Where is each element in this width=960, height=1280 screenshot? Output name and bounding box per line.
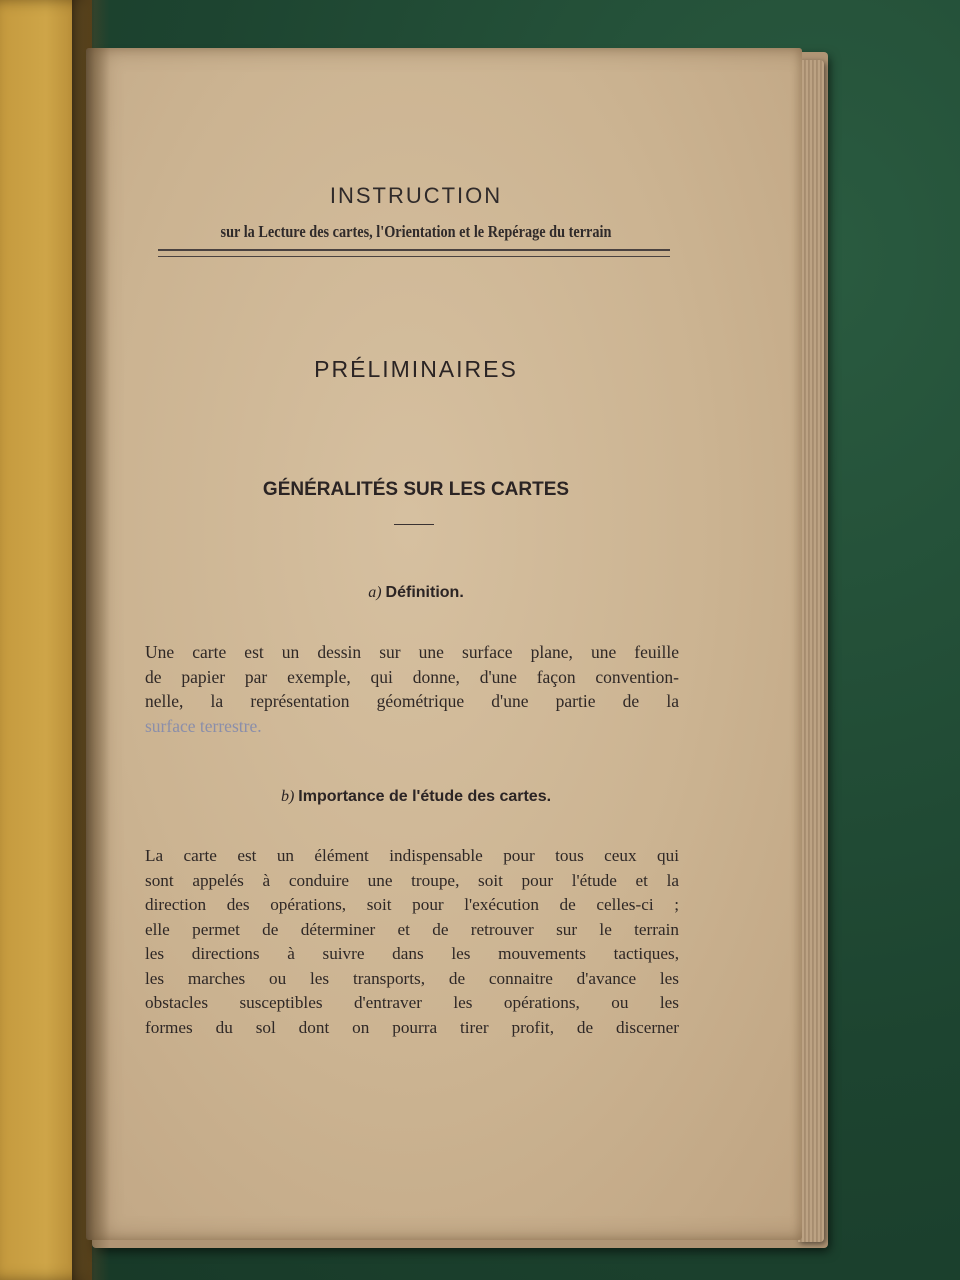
paragraph-importance (145, 844, 679, 1040)
header-double-rule (158, 249, 670, 257)
heading-definition-label: Définition. (385, 584, 464, 601)
paragraph-line: direction des opérations, soit pour l'exécution de celles-ci ; (145, 895, 679, 914)
heading-importance-label: Importance de l'étude des cartes. (298, 788, 552, 805)
heading-importance-letter: b) (280, 788, 295, 805)
paragraph-line: nelle, la représentation géométrique d'une partie de la (145, 691, 679, 711)
paragraph-definition (145, 640, 679, 738)
paragraph-line: les marches ou les transports, de connaitre d'avance les (145, 968, 679, 988)
paragraph-line: formes du sol dont on pourra tirer profit, de discerner (145, 1017, 679, 1037)
running-header-subtitle: sur la Lecture des cartes, l'Orientation et le Repérage du terrain (220, 222, 612, 241)
subsection-title: GÉNÉRALITÉS SUR LES CARTES (262, 479, 570, 500)
paragraph-line: surface terrestre. (145, 715, 262, 736)
paragraph-line: de papier par exemple, qui donne, d'une façon convention- (145, 666, 679, 687)
heading-definition-letter: a) (368, 584, 382, 601)
paragraph-line: les directions à suivre dans les mouvements tactiques, (145, 944, 679, 963)
heading-importance (158, 788, 674, 806)
short-divider-rule (394, 524, 434, 525)
paragraph-line: sont appelés à conduire une troupe, soit pour l'étude et la (145, 870, 679, 890)
running-header-title: INSTRUCTION (329, 183, 503, 208)
paragraph-line: La carte est un élément indispensable pour tous ceux qui (145, 846, 679, 865)
paragraph-line: obstacles susceptibles d'entraver les opérations, ou les (145, 993, 679, 1012)
paragraph-line: Une carte est un dessin sur une surface plane, une feuille (145, 642, 679, 662)
paragraph-line: elle permet de déterminer et de retrouver sur le terrain (145, 919, 679, 939)
heading-definition (158, 584, 674, 602)
section-title: PRÉLIMINAIRES (314, 356, 518, 382)
